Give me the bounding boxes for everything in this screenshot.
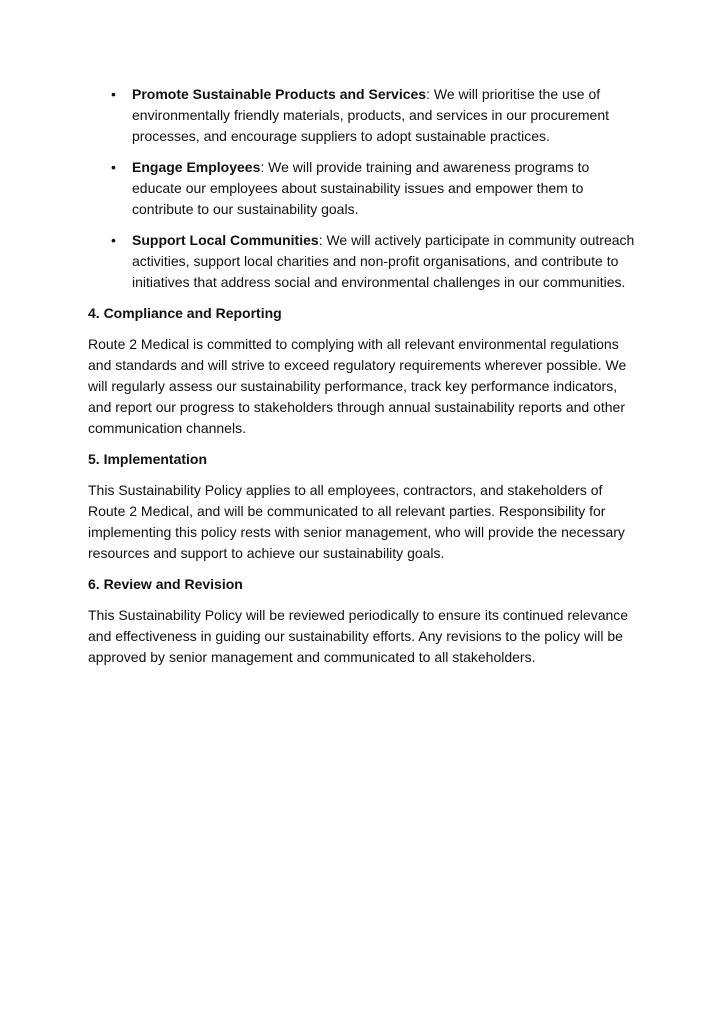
bullet-item-engage-employees bbox=[88, 157, 636, 220]
section-implementation bbox=[88, 449, 636, 564]
section-heading: 4. Compliance and Reporting bbox=[88, 305, 282, 321]
bullet-term: Support Local Communities bbox=[132, 232, 319, 248]
bullet-list bbox=[88, 84, 636, 293]
section-review-revision bbox=[88, 574, 636, 668]
section-body: This Sustainability Policy applies to all employees, contractors, and stakeholders of Route 2 Medical, and will be communicated to all relevant parties. Responsibility for implementing this policy rests with senior management, who will provide the necessary resources and support to achieve our sustainability goals. bbox=[88, 482, 625, 561]
bullet-icon: • bbox=[111, 159, 116, 175]
bullet-term: Promote Sustainable Products and Services bbox=[132, 86, 427, 102]
bullet-text: : We will provide training and awareness programs to educate our employees about sustainability issues and empower them to contribute to our sustainability goals. bbox=[132, 159, 590, 217]
bullet-item-local-communities bbox=[88, 230, 636, 293]
bullet-term: Engage Employees bbox=[132, 159, 261, 175]
bullet-text: : We will prioritise the use of environmentally friendly materials, products, and services in our procurement processes, and encourage suppliers to adopt sustainable practices. bbox=[132, 86, 609, 144]
section-body: Route 2 Medical is committed to complying with all relevant environmental regulations and standards and will strive to exceed regulatory requirements wherever possible. We will regularly assess our sustainability performance, track key performance indicators, and report our progress to stakeholders through annual sustainability reports and other communication channels. bbox=[88, 336, 627, 436]
section-heading: 6. Review and Revision bbox=[88, 576, 243, 592]
bullet-icon: • bbox=[111, 86, 116, 102]
bullet-item-sustainable-products bbox=[88, 84, 636, 147]
section-heading: 5. Implementation bbox=[88, 451, 208, 467]
section-body: This Sustainability Policy will be reviewed periodically to ensure its continued relevance and effectiveness in guiding our sustainability efforts. Any revisions to the policy will be approved by senior management and communicated to all stakeholders. bbox=[88, 607, 629, 665]
bullet-text: : We will actively participate in community outreach activities, support local charities and non-profit organisations, and contribute to initiatives that address social and environmental challenges in our communities. bbox=[132, 232, 635, 290]
section-compliance-reporting bbox=[88, 303, 636, 439]
bullet-icon: • bbox=[111, 232, 116, 248]
